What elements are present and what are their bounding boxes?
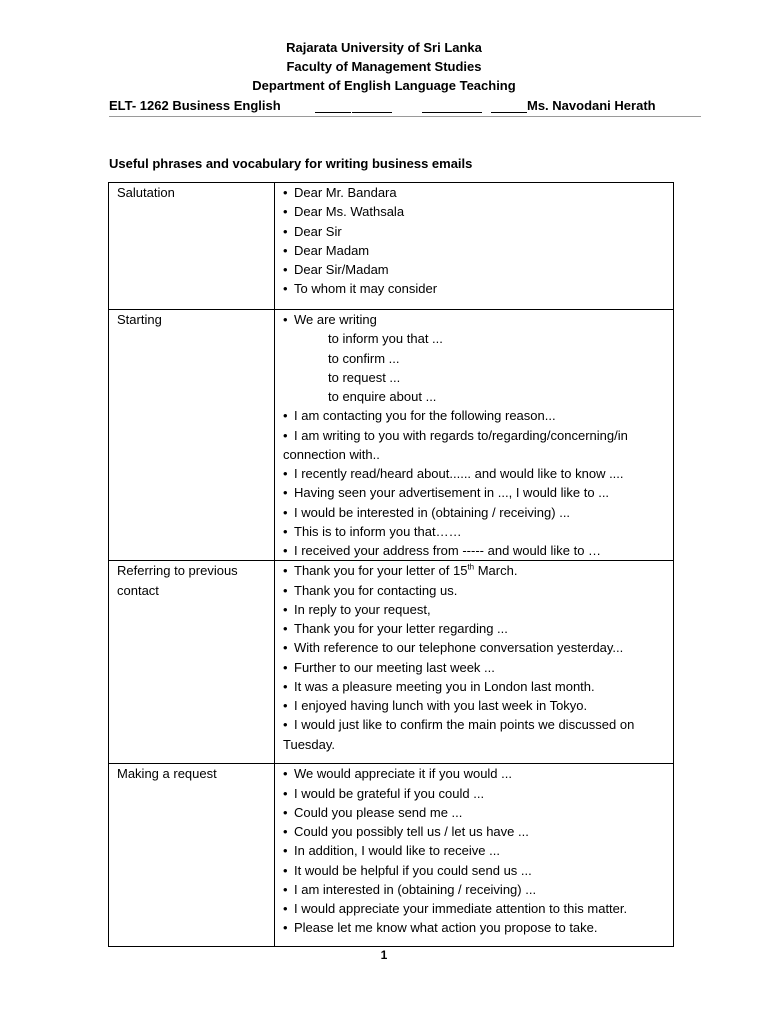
phrases-cell	[275, 561, 674, 764]
bullet-icon: •	[283, 504, 288, 520]
bullet-icon: •	[283, 785, 288, 801]
list-item: • We are writing	[283, 310, 673, 329]
list-item: • Could you please send me ...	[283, 803, 673, 822]
bullet-icon: •	[283, 717, 288, 733]
blank-underline	[491, 112, 527, 113]
list-item: • Dear Mr. Bandara	[283, 183, 673, 202]
bullet-icon: •	[283, 466, 288, 481]
bullet-icon: •	[283, 862, 288, 878]
bullet-icon: •	[283, 698, 288, 713]
lecturer-name: Ms. Navodani Herath	[527, 98, 656, 113]
list-item: • I would appreciate your immediate attention to this matter.	[283, 899, 673, 918]
list-item: • I would just like to confirm the main points we discussed on Tuesday.	[283, 717, 635, 752]
blank-underline	[352, 112, 392, 113]
list-subitem: to inform you that ...	[328, 331, 443, 347]
bullet-icon: •	[283, 766, 288, 782]
bullet-icon: •	[283, 659, 288, 675]
list-item: • Could you possibly tell us / let us have ...	[283, 822, 673, 841]
bullet-icon: •	[283, 485, 288, 501]
bullet-icon: •	[283, 920, 288, 936]
list-item: • Thank you for contacting us.	[283, 581, 673, 600]
university-name: Rajarata University of Sri Lanka	[286, 40, 482, 55]
list-item: • We would appreciate it if you would ...	[283, 764, 673, 783]
list-item: • To whom it may consider	[283, 279, 673, 298]
table-row	[109, 561, 674, 764]
list-item: • I enjoyed having lunch with you last week in Tokyo.	[283, 696, 673, 715]
blank-underline	[422, 112, 482, 113]
page-number: 1	[380, 948, 388, 962]
bullet-icon: •	[283, 601, 288, 617]
list-item: • It would be helpful if you could send us ...	[283, 861, 673, 880]
bullet-icon: •	[283, 582, 288, 598]
list-item: • Thank you for your letter of 15th March.	[283, 561, 673, 580]
list-item: • I am writing to you with regards to/regarding/concerning/in connection with..	[283, 427, 628, 462]
list-item: • In addition, I would like to receive ...	[283, 841, 673, 860]
bullet-icon: •	[283, 312, 288, 327]
course-line	[109, 96, 701, 117]
bullet-icon: •	[283, 242, 288, 258]
category-cell: Making a request	[109, 764, 275, 947]
bullet-icon: •	[283, 678, 288, 694]
bullet-icon: •	[283, 427, 288, 443]
bullet-icon: •	[283, 621, 288, 636]
list-item: • It was a pleasure meeting you in London last month.	[283, 677, 673, 696]
table-row	[109, 310, 674, 561]
list-item: • Further to our meeting last week ...	[283, 658, 673, 677]
list-item: • This is to inform you that……	[283, 522, 673, 541]
category-cell: Starting	[109, 310, 275, 561]
department-name: Department of English Language Teaching	[252, 78, 516, 93]
list-item: • I would be interested in (obtaining / receiving) ...	[283, 503, 673, 522]
list-subitem: to request ...	[328, 369, 401, 385]
bullet-icon: •	[283, 881, 288, 897]
list-item: • Dear Sir	[283, 222, 673, 241]
bullet-icon: •	[283, 262, 288, 277]
list-item: • Please let me know what action you propose to take.	[283, 918, 673, 937]
bullet-icon: •	[283, 640, 288, 656]
list-item: • Dear Sir/Madam	[283, 260, 673, 279]
table-row	[109, 183, 674, 310]
bullet-icon: •	[283, 185, 288, 200]
bullet-icon: •	[283, 204, 288, 220]
bullet-icon: •	[283, 281, 288, 297]
bullet-icon: •	[283, 408, 288, 424]
bullet-icon: •	[283, 543, 288, 558]
list-item: • With reference to our telephone conversation yesterday...	[283, 638, 673, 657]
list-subitem: to enquire about ...	[328, 389, 437, 404]
course-code-title: ELT- 1262 Business English	[109, 98, 281, 113]
section-title: Useful phrases and vocabulary for writing business emails	[109, 156, 473, 171]
list-item: • I received your address from ----- and would like to …	[283, 541, 673, 560]
phrases-cell	[275, 764, 674, 947]
bullet-icon: •	[283, 824, 288, 839]
list-subitem: to confirm ...	[328, 350, 400, 366]
list-item: • Dear Madam	[283, 241, 673, 260]
bullet-icon: •	[283, 523, 288, 539]
bullet-icon: •	[283, 843, 288, 859]
bullet-icon: •	[283, 901, 288, 916]
blank-underline	[315, 112, 351, 113]
list-item: • Thank you for your letter regarding ...	[283, 619, 673, 638]
bullet-icon: •	[283, 223, 288, 239]
faculty-name: Faculty of Management Studies	[286, 59, 482, 74]
list-item: • I recently read/heard about...... and would like to know ....	[283, 464, 673, 483]
category-cell: Referring to previous contact	[109, 561, 275, 764]
table-row	[109, 764, 674, 947]
list-item: • Dear Ms. Wathsala	[283, 202, 673, 221]
phrases-cell	[275, 310, 674, 561]
list-item: • In reply to your request,	[283, 600, 673, 619]
list-item: • I am interested in (obtaining / receiving) ...	[283, 880, 673, 899]
phrases-table	[108, 182, 674, 947]
list-item: • Having seen your advertisement in ..., I would like to ...	[283, 483, 673, 502]
bullet-icon: •	[283, 563, 288, 579]
phrases-cell	[275, 183, 674, 310]
list-item: • I am contacting you for the following reason...	[283, 406, 673, 425]
list-item: • I would be grateful if you could ...	[283, 784, 673, 803]
category-cell: Salutation	[109, 183, 275, 310]
bullet-icon: •	[283, 804, 288, 820]
